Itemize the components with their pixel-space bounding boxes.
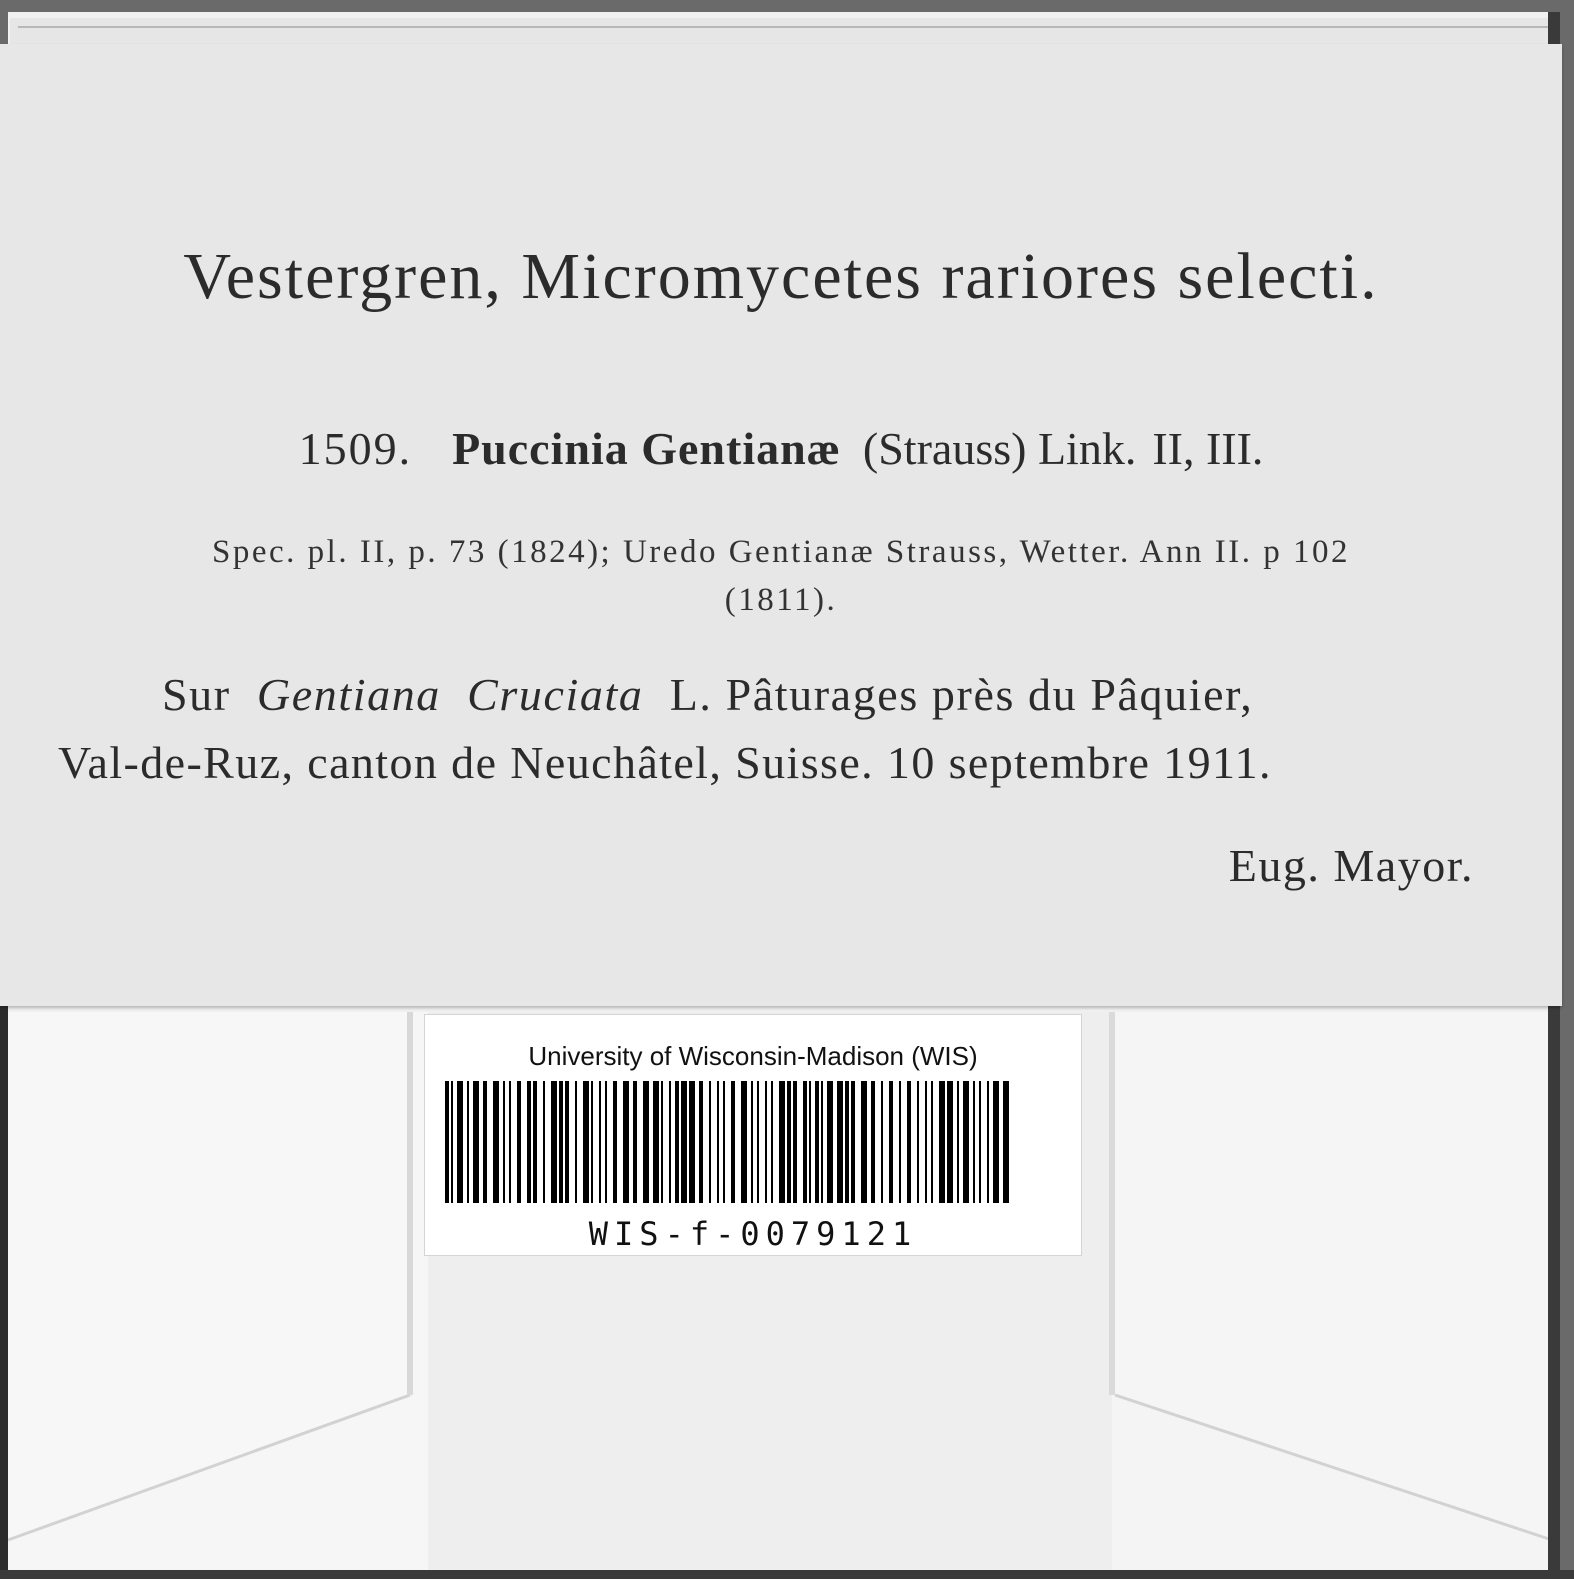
- species-authority: (Strauss) Link.: [862, 423, 1137, 474]
- barcode-bar: [963, 1081, 969, 1203]
- collector-name: Eug. Mayor.: [1228, 840, 1474, 891]
- barcode-bar: [815, 1081, 819, 1203]
- barcode-bar: [987, 1081, 989, 1203]
- barcode-bar: [681, 1081, 687, 1203]
- barcode-bar: [787, 1081, 791, 1203]
- host-species: Cruciata: [467, 669, 644, 720]
- barcode-bar: [583, 1081, 589, 1203]
- exsiccata-title: Vestergren, Micromycetes rariores selecti.: [183, 240, 1379, 313]
- barcode-bar: [899, 1081, 901, 1203]
- barcode-bar: [669, 1081, 671, 1203]
- barcode-bar: [827, 1081, 833, 1203]
- barcode-bar: [925, 1081, 927, 1203]
- barcode-bar: [709, 1081, 711, 1203]
- barcode-bar: [837, 1081, 843, 1203]
- barcode-bar: [723, 1081, 725, 1203]
- barcode-bar: [779, 1081, 785, 1203]
- barcode-bar: [939, 1081, 945, 1203]
- barcode-bar: [1003, 1081, 1009, 1203]
- barcode-bar: [973, 1081, 975, 1203]
- barcode-bar: [751, 1081, 753, 1203]
- barcode-bar: [623, 1081, 629, 1203]
- barcode-bar: [613, 1081, 617, 1203]
- barcode-bar: [675, 1081, 679, 1203]
- barcode-bar: [467, 1081, 469, 1203]
- barcode-bar: [699, 1081, 703, 1203]
- barcode-bar: [889, 1081, 893, 1203]
- barcode-bar: [947, 1081, 953, 1203]
- host-genus: Gentiana: [256, 669, 441, 720]
- barcode-bar: [861, 1081, 867, 1203]
- barcode-bar: [527, 1081, 531, 1203]
- barcode-bar: [483, 1081, 487, 1203]
- barcode-bar: [871, 1081, 875, 1203]
- barcode-bar: [451, 1081, 453, 1203]
- barcode-bar: [931, 1081, 933, 1203]
- barcode-bar: [445, 1081, 449, 1203]
- printed-label: [0, 44, 1562, 1006]
- institution-name: University of Wisconsin-Madison (WIS): [528, 1041, 978, 1071]
- spore-stages: II, III.: [1152, 423, 1264, 474]
- barcode-bar: [591, 1081, 593, 1203]
- specimen-number: 1509.: [298, 423, 413, 474]
- barcode-icon: [445, 1081, 1009, 1203]
- species-name: Puccinia Gentianæ: [452, 423, 841, 474]
- left-flap-shape: [8, 1012, 410, 1540]
- barcode-bar: [661, 1081, 663, 1203]
- barcode-bar: [731, 1081, 735, 1203]
- barcode-bar: [543, 1081, 545, 1203]
- barcode-bar: [457, 1081, 463, 1203]
- barcode-bar: [599, 1081, 601, 1203]
- reference-line-1: Spec. pl. II, p. 73 (1824); Uredo Gentianæ Strauss, Wetter. Ann II. p 102: [212, 534, 1350, 570]
- barcode-bar: [771, 1081, 773, 1203]
- barcode-bar: [741, 1081, 747, 1203]
- locality-line-2: Val-de-Ruz, canton de Neuchâtel, Suisse. 10 septembre 1911.: [58, 737, 1272, 788]
- barcode-bar: [717, 1081, 719, 1203]
- barcode-bar: [881, 1081, 883, 1203]
- barcode-bar: [993, 1081, 999, 1203]
- locality-prefix: Sur: [162, 669, 231, 720]
- barcode-bar: [473, 1081, 479, 1203]
- right-flap-shape: [1115, 1012, 1552, 1540]
- barcode-bar: [575, 1081, 577, 1203]
- barcode-bar: [551, 1081, 557, 1203]
- barcode-bar: [689, 1081, 695, 1203]
- barcode-bar: [917, 1081, 919, 1203]
- envelope-bottom-shadow: [0, 1570, 1574, 1579]
- barcode-bar: [821, 1081, 823, 1203]
- barcode-bar: [957, 1081, 959, 1203]
- envelope-left-shadow: [0, 1000, 8, 1579]
- barcode-bar: [559, 1081, 563, 1203]
- barcode-bar: [851, 1081, 855, 1203]
- species-line: [0, 422, 1562, 475]
- barcode-bar: [643, 1081, 649, 1203]
- barcode-bar: [565, 1081, 569, 1203]
- barcode-bar: [509, 1081, 511, 1203]
- barcode-bar: [979, 1081, 981, 1203]
- barcode-bar: [845, 1081, 849, 1203]
- barcode-bar: [793, 1081, 797, 1203]
- barcode-bar: [809, 1081, 811, 1203]
- locality-line-1: [162, 668, 1253, 721]
- barcode-bar: [503, 1081, 505, 1203]
- barcode-bar: [493, 1081, 499, 1203]
- barcode-sticker: [424, 1014, 1082, 1256]
- barcode-bar: [907, 1081, 911, 1203]
- reference-line-2: (1811).: [724, 582, 838, 618]
- barcode-bar: [633, 1081, 637, 1203]
- barcode-bar: [803, 1081, 807, 1203]
- barcode-bar: [533, 1081, 537, 1203]
- catalog-number: WIS-f-0079121: [588, 1215, 918, 1253]
- barcode-bar: [765, 1081, 767, 1203]
- barcode-bar: [517, 1081, 521, 1203]
- barcode-bar: [653, 1081, 659, 1203]
- barcode-bar: [605, 1081, 607, 1203]
- barcode-bar: [757, 1081, 759, 1203]
- locality-rest: L. Pâturages près du Pâquier,: [669, 669, 1254, 720]
